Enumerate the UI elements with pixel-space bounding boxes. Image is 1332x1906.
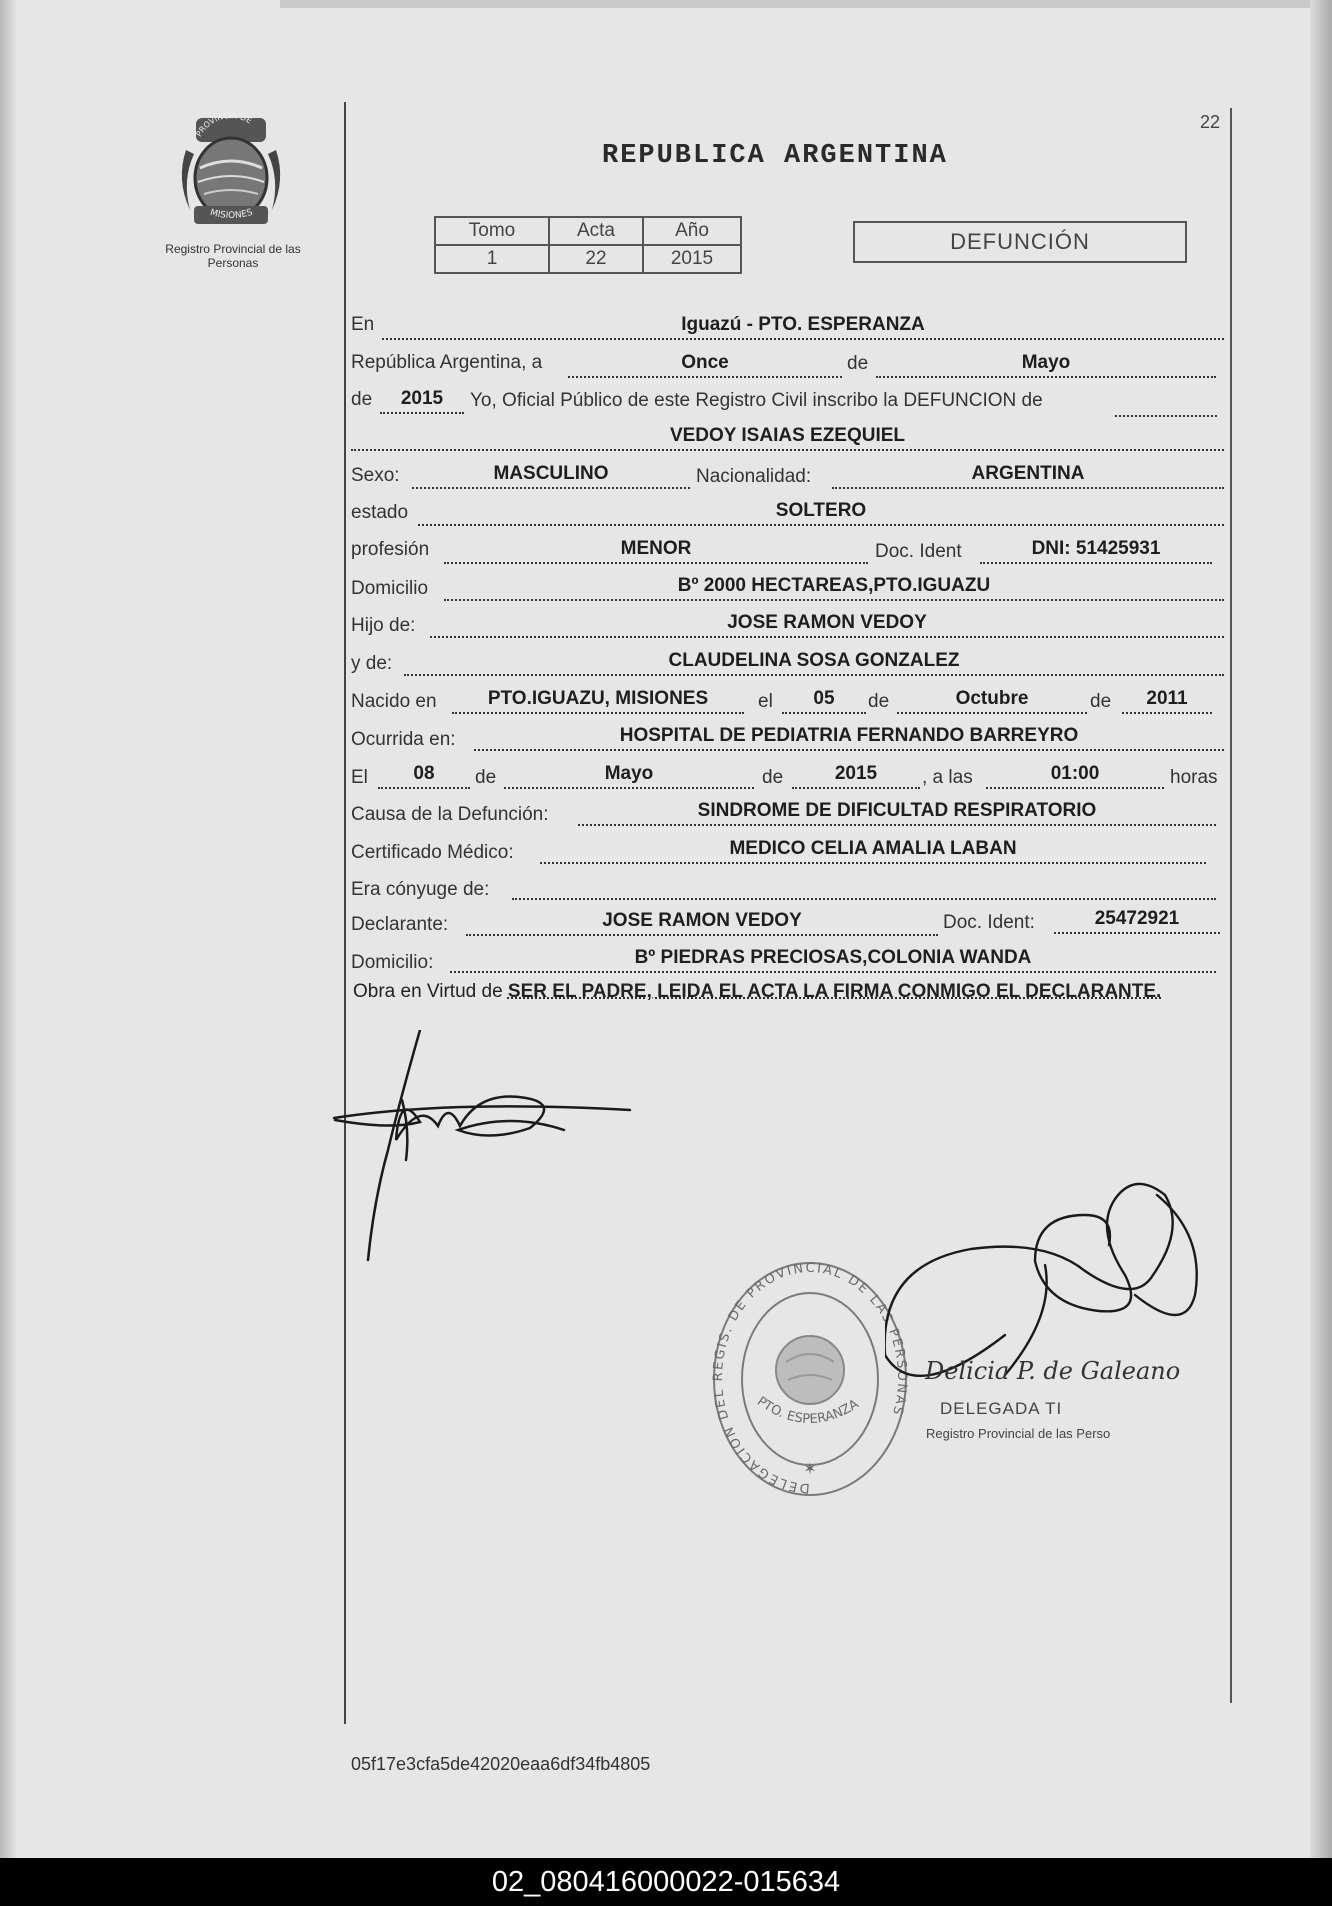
- document-id: 02_080416000022-015634: [491, 1866, 841, 1898]
- label-profesion: profesión: [351, 539, 430, 560]
- field-obra-virtud: SER EL PADRE, LEIDA EL ACTA LA FIRMA CONMIGO EL DECLARANTE.: [507, 981, 1162, 1002]
- officer-registry: Registro Provincial de las Perso: [926, 1426, 1111, 1441]
- label-de-5: de: [475, 767, 497, 788]
- field-def-mes: Mayo: [504, 763, 754, 789]
- field-yo-blank: [1115, 391, 1217, 417]
- field-mes: Mayo: [876, 352, 1216, 378]
- label-de-1: de: [847, 353, 869, 374]
- label-certificado: Certificado Médico:: [351, 842, 514, 863]
- left-margin-rule: [344, 102, 346, 1724]
- label-el-cap: El: [351, 767, 368, 788]
- register-header-anio: Año: [643, 217, 741, 245]
- field-nacionalidad: ARGENTINA: [832, 463, 1224, 489]
- register-header-acta: Acta: [549, 217, 643, 245]
- register-value-row: [435, 245, 741, 273]
- field-lugar: Iguazú - PTO. ESPERANZA: [382, 314, 1224, 340]
- label-a-las: , a las: [922, 767, 973, 788]
- label-hijo-de: Hijo de:: [351, 615, 416, 636]
- right-margin-rule: [1230, 108, 1232, 1703]
- field-declarante-doc: 25472921: [1054, 908, 1220, 934]
- label-causa: Causa de la Defunción:: [351, 804, 549, 825]
- register-table: [434, 216, 742, 274]
- label-nacido-en: Nacido en: [351, 691, 437, 712]
- officer-signature: [885, 1175, 1225, 1425]
- register-value-acta: 22: [549, 245, 643, 273]
- officer-title: DELEGADA TI: [940, 1399, 1063, 1418]
- label-doc-ident: Doc. Ident: [875, 541, 962, 562]
- emblem-bottom-text: MISIONES: [208, 207, 254, 222]
- field-hora: 01:00: [986, 763, 1164, 789]
- stamp-outer-text: DELEGACION DEL REGIS. DE PROVINCIAL DE LAS PERSONAS: [710, 1260, 910, 1496]
- field-nacido-lugar: PTO.IGUAZU, MISIONES: [452, 688, 744, 714]
- field-padre: JOSE RAMON VEDOY: [430, 612, 1224, 638]
- field-nacido-dia: 05: [782, 688, 866, 714]
- field-certificado: MEDICO CELIA AMALIA LABAN: [540, 838, 1206, 864]
- label-de-2: de: [351, 389, 373, 410]
- label-de-4: de: [1090, 691, 1112, 712]
- label-ocurrida-en: Ocurrida en:: [351, 729, 456, 750]
- field-declarante-domicilio: Bº PIEDRAS PRECIOSAS,COLONIA WANDA: [450, 947, 1216, 973]
- field-madre: CLAUDELINA SOSA GONZALEZ: [404, 650, 1224, 676]
- field-def-dia: 08: [378, 763, 470, 789]
- stamp-inner-text: PTO. ESPERANZA: [754, 1394, 862, 1428]
- label-de-6: de: [762, 767, 784, 788]
- register-value-tomo: 1: [435, 245, 549, 273]
- label-republica: República Argentina, a: [351, 352, 543, 373]
- register-value-anio: 2015: [643, 245, 741, 273]
- label-yo: Yo, Oficial Público de este Registro Civil inscribo la DEFUNCION de: [470, 390, 1043, 411]
- label-el: el: [758, 691, 773, 712]
- label-horas: horas: [1170, 767, 1218, 788]
- field-domicilio: Bº 2000 HECTAREAS,PTO.IGUAZU: [444, 575, 1224, 601]
- label-declarante: Declarante:: [351, 914, 449, 935]
- field-causa: SINDROME DE DIFICULTAD RESPIRATORIO: [578, 800, 1216, 826]
- label-en: En: [351, 314, 375, 335]
- field-declarante: JOSE RAMON VEDOY: [466, 910, 938, 936]
- page-title: REPUBLICA ARGENTINA: [602, 141, 948, 171]
- field-nacido-anio: 2011: [1122, 688, 1212, 714]
- provincial-emblem-icon: [172, 110, 290, 234]
- label-doc-ident-declarante: Doc. Ident:: [943, 912, 1035, 933]
- field-dia-letras: Once: [568, 352, 842, 378]
- register-header-row: [435, 217, 741, 245]
- official-stamp: [710, 1258, 910, 1500]
- page-number: 22: [1200, 112, 1221, 132]
- field-nacido-mes: Octubre: [897, 688, 1087, 714]
- label-de-3: de: [868, 691, 890, 712]
- label-sexo: Sexo:: [351, 465, 400, 486]
- label-y-de: y de:: [351, 653, 393, 674]
- field-doc: DNI: 51425931: [980, 538, 1212, 564]
- label-domicilio-declarante: Domicilio:: [351, 952, 434, 973]
- officer-name: Delicia P. de Galeano: [925, 1357, 1181, 1385]
- label-nacionalidad: Nacionalidad:: [696, 466, 812, 487]
- act-type-box: DEFUNCIÓN: [853, 221, 1187, 263]
- page-right-edge: [1310, 0, 1332, 1858]
- field-sexo: MASCULINO: [412, 463, 690, 489]
- obra-en-virtud: [353, 979, 1217, 1005]
- label-domicilio: Domicilio: [351, 578, 429, 599]
- field-conyuge: [512, 874, 1216, 900]
- declarant-signature: [330, 1030, 640, 1265]
- registry-label: Registro Provincial de las Personas: [165, 242, 301, 270]
- sheet-top-edge: [280, 0, 1330, 8]
- label-obra: Obra en Virtud de: [353, 981, 503, 1002]
- field-anio: 2015: [380, 388, 464, 414]
- field-ocurrida: HOSPITAL DE PEDIATRIA FERNANDO BARREYRO: [474, 725, 1224, 751]
- field-estado: SOLTERO: [418, 500, 1224, 526]
- document-hash: 05f17e3cfa5de42020eaa6df34fb4805: [351, 1754, 651, 1774]
- emblem-top-text: PROVINCIA DE: [194, 111, 254, 139]
- label-conyuge: Era cónyuge de:: [351, 879, 490, 900]
- field-fallecido: VEDOY ISAIAS EZEQUIEL: [351, 425, 1224, 451]
- label-estado: estado: [351, 502, 409, 523]
- field-profesion: MENOR: [444, 538, 868, 564]
- stamp-star-icon: ✶: [803, 1461, 817, 1478]
- field-def-anio: 2015: [792, 763, 920, 789]
- register-header-tomo: Tomo: [435, 217, 549, 245]
